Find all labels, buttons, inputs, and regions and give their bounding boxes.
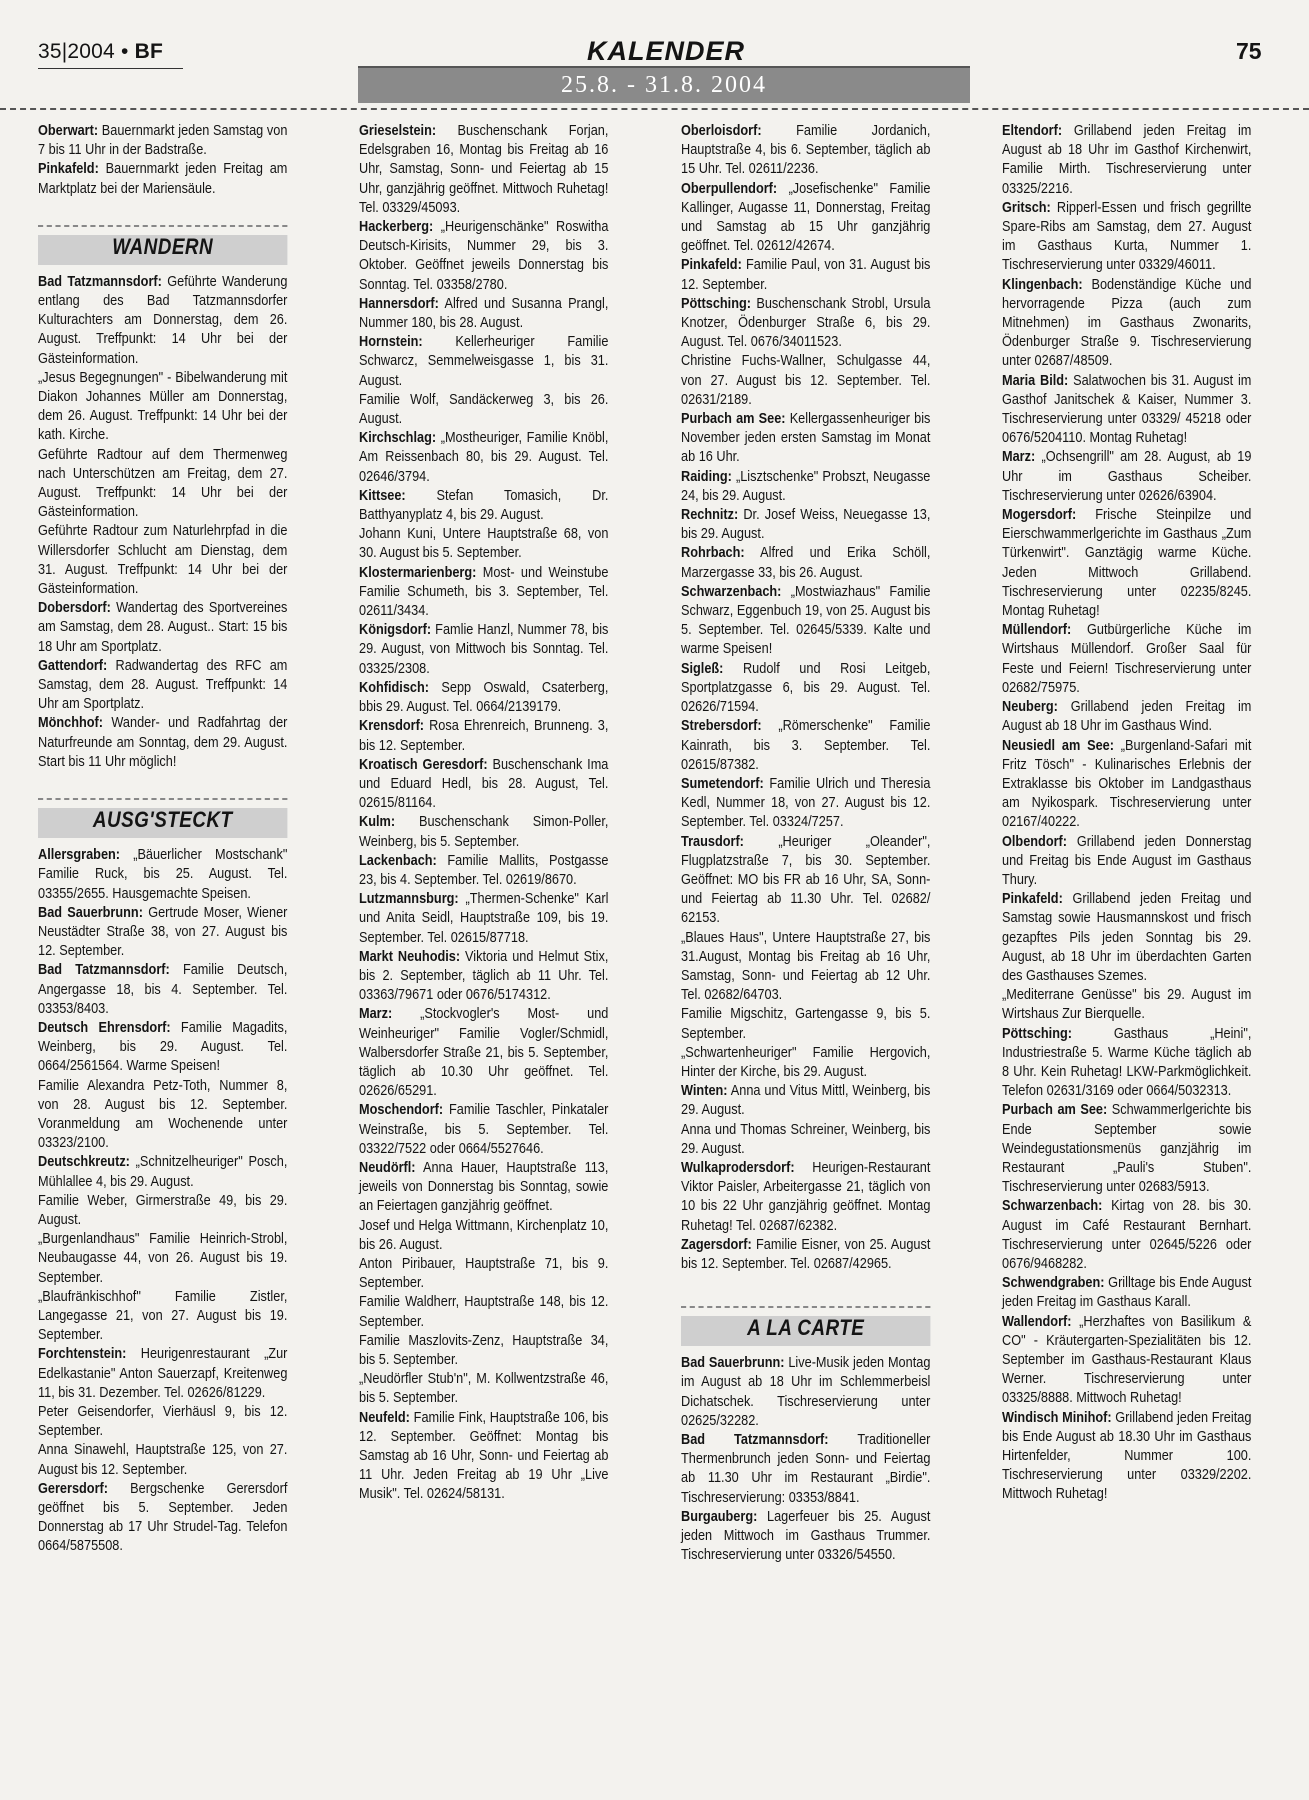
listing-entry [681, 256, 930, 294]
listing-place: Wulkaprodersdorf: [681, 1159, 795, 1176]
listing-entry [359, 621, 608, 679]
listing-entry [1002, 621, 1251, 698]
listing-entry [359, 756, 608, 814]
page-number: 75 [1236, 38, 1262, 64]
listing-entry [681, 583, 930, 660]
listing-text: Familie Deutsch, Angergasse 18, bis 4. September. Tel. 03353/8403. [38, 962, 288, 1017]
listing-text: Wander- und Radfahrtag der Naturfreunde am Sonntag, dem 29. August. Start bis 11 Uhr möglich! [38, 715, 288, 770]
date-range: 25.8. - 31.8. 2004 [561, 72, 767, 98]
listing-place: Forchtenstein: [38, 1346, 127, 1363]
listing-text: Familie Weber, Girmerstraße 49, bis 29. August. [38, 1192, 288, 1228]
bullet: • [120, 40, 129, 63]
listing-entry [1002, 506, 1251, 621]
listing-place: Schwendgraben: [1002, 1275, 1105, 1292]
listing-entry [359, 525, 608, 563]
listing-text: Gertrude Moser, Wiener Neustädter Straße 38, von 27. August bis 12. September. [38, 904, 288, 960]
listing-text: Buschenschank Forjan, Edelsgraben 16, Montag bis Freitag ab 16 Uhr, Samstag, Sonn- und Feiertag ab 15 Uhr, ganzjährig geöffnet. Mittwoch Ruhetag! Tel. 03329/45093. [359, 123, 609, 216]
listing-entry [681, 775, 930, 833]
listing-place: Kohfidisch: [359, 679, 429, 696]
listing-entry [359, 218, 608, 295]
category-heading-label: WANDERN [112, 233, 214, 259]
listing-text: Rosa Ehrenreich, Brunneng. 3, bis 12. September. [359, 718, 609, 754]
listing-place: Gritsch: [1002, 199, 1051, 216]
listing-entry [38, 1288, 287, 1346]
listing-text: Familie Paul, von 31. August bis 12. September. [681, 257, 931, 293]
listing-entry [681, 1159, 930, 1236]
listing-place: Moschendorf: [359, 1102, 444, 1119]
listing-place: Bad Tatzmannsdorf: [681, 1432, 829, 1448]
listing-entry [359, 1217, 608, 1255]
issue-underline [38, 68, 183, 69]
listing-entry [38, 1230, 287, 1288]
listing-entry [359, 813, 608, 851]
listing-place: Hannersdorf: [359, 295, 439, 312]
listing-text: Most- und Weinstube Familie Schumeth, bis 3. September, Tel. 02611/3434. [359, 564, 609, 620]
listing-entry [681, 1508, 930, 1566]
listing-place: Königsdorf: [359, 622, 432, 639]
listing-place: Bad Tatzmannsdorf: [38, 273, 162, 290]
listing-entry [38, 1345, 287, 1403]
listing-text: Familie Eisner, von 25. August bis 12. September. Tel. 02687/42965. [681, 1236, 931, 1272]
listing-entry [359, 487, 608, 525]
listing-text: Grilltage bis Ende August jeden Freitag im Gasthaus Karall. [1002, 1275, 1252, 1311]
listing-entry [681, 1005, 930, 1043]
listing-text: „Blaufränkischhof" Familie Zistler, Langegasse 21, von 27. August bis 19. September. [38, 1288, 288, 1344]
listing-entry [38, 846, 287, 904]
listing-entry [681, 1354, 930, 1431]
listing-entry [359, 1409, 608, 1505]
listing-place: Kulm: [359, 814, 396, 831]
listing-place: Bad Sauerbrunn: [38, 904, 143, 921]
listing-entry [359, 1370, 608, 1408]
listing-place: Oberloisdorf: [681, 123, 762, 139]
listing-place: Marz: [359, 1006, 393, 1023]
listing-place: Raiding: [681, 468, 732, 485]
listing-entry [359, 564, 608, 622]
listing-entry [38, 273, 287, 369]
listing-text: Heurigenrestaurant „Zur Edelkastanie" Anton Sauerzapf, Kreitenweg 11, bis 31. Dezember. Tel. 02626/81229. [38, 1346, 288, 1401]
listing-place: Lackenbach: [359, 852, 437, 869]
listing-entry [359, 391, 608, 429]
listing-text: „Mediterrane Genüsse" bis 29. August im Wirtshaus Zur Bierquelle. [1002, 987, 1252, 1023]
listing-text: Bodenständige Küche und hervorragende Pizza (auch zum Mitnehmen) im Gasthaus Zwonarits, Ödenburger Straße 9. Tischreservierung unter 02687/48509. [1002, 276, 1252, 370]
listing-entry [1002, 986, 1251, 1024]
listing-text: Geführte Wanderung entlang des Bad Tatzmannsdorfer Kulturachters am Donnerstag, dem 26. August. Treffpunkt: 14 Uhr bei der Gästeinformation. [38, 273, 288, 367]
listing-place: Müllendorf: [1002, 622, 1072, 639]
listing-place: Burgauberg: [681, 1508, 758, 1525]
listing-place: Lutzmannsburg: [359, 891, 459, 908]
listing-entry [1002, 1101, 1251, 1197]
column-1 [38, 122, 287, 1557]
listing-place: Wallendorf: [1002, 1313, 1072, 1330]
listing-text: Josef und Helga Wittmann, Kirchenplatz 10, bis 26. August. [359, 1217, 609, 1253]
listing-place: Windisch Minihof: [1002, 1409, 1112, 1426]
listing-entry [38, 904, 287, 962]
listing-entry [681, 122, 930, 180]
listing-place: Oberwart: [38, 123, 99, 139]
listing-text: Bauernmarkt jeden Samstag von 7 bis 11 Uhr in der Badstraße. [38, 123, 288, 159]
listing-entry [38, 446, 287, 523]
listing-entry [38, 522, 287, 599]
listing-entry [359, 679, 608, 717]
listing-place: Maria Bild: [1002, 372, 1069, 389]
listing-place: Sigleß: [681, 660, 724, 677]
listing-text: Familie Maszlovits-Zenz, Hauptstraße 34, bis 5. September. [359, 1332, 609, 1368]
listing-entry [1002, 833, 1251, 891]
listing-place: Hackerberg: [359, 219, 434, 236]
listing-place: Strebersdorf: [681, 718, 762, 735]
listing-entry [359, 1293, 608, 1331]
listing-place: Pinkafeld: [1002, 891, 1063, 908]
listing-entry [1002, 737, 1251, 833]
listing-text: Radwandertag des RFC am Samstag, dem 28. August. Treffpunkt: 14 Uhr am Sportplatz. [38, 657, 288, 713]
listing-text: Kirtag von 28. bis 30. August im Café Restaurant Bernhart. Tischreservierung unter 02645/5226 oder 0676/9468282. [1002, 1198, 1252, 1272]
listing-text: Grillabend jeden Freitag und Samstag sowie Hausmannskost und frisch gezapftes Pils jeden Sonntag bis 29. August, ab 18 Uhr im überdachten Garten des Gasthauses Szemes. [1002, 891, 1252, 984]
listing-entry [38, 1480, 287, 1557]
listing-text: „Blaues Haus", Untere Hauptstraße 27, bis 31.August, Montag bis Freitag ab 16 Uhr, Samstag, Sonn- und Feiertag ab 12 Uhr. Tel. 02682/64703. [681, 929, 931, 1004]
listing-entry [681, 717, 930, 775]
listing-entry [359, 1159, 608, 1217]
listing-entry [1002, 448, 1251, 506]
listing-place: Neudörfl: [359, 1159, 416, 1176]
listing-text: Viktoria und Helmut Stix, bis 2. September, täglich ab 11 Uhr. Tel. 03363/79671 oder 0676/5174312. [359, 948, 609, 1004]
listing-place: Deutsch Ehrensdorf: [38, 1019, 171, 1036]
listing-text: Bergschenke Gerersdorf geöffnet bis 5. September. Jeden Donnerstag ab 17 Uhr Strudel-Tag. Telefon 0664/5875508. [38, 1480, 288, 1555]
listing-text: „Thermen-Schenke" Karl und Anita Seidl, Hauptstraße 109, bis 19. September. Tel. 02615/87718. [359, 891, 609, 946]
listing-place: Neusiedl am See: [1002, 737, 1114, 754]
listing-entry [1002, 890, 1251, 986]
listing-text: Schwammerlgerichte bis Ende September sowie Weindegustationsmenüs ganzjährig im Restaurant „Pauli's Stuben". Tischreservierung unter 02683/5913. [1002, 1102, 1252, 1196]
listing-place: Pinkafeld: [38, 161, 99, 178]
listing-entry [681, 506, 930, 544]
listing-place: Purbach am See: [681, 411, 786, 428]
listing-entry [38, 1441, 287, 1479]
listing-entry [681, 1044, 930, 1082]
listing-entry [681, 1082, 930, 1120]
listing-entry [38, 122, 287, 160]
listing-text: Buschenschank Strobl, Ursula Knotzer, Ödenburger Straße 6, bis 29. August. Tel. 0676/34011523. [681, 295, 931, 351]
listing-entry [38, 714, 287, 772]
listing-place: Marz: [1002, 449, 1036, 466]
listing-text: „Römerschenke" Familie Kainrath, bis 3. September. Tel. 02615/87382. [681, 718, 931, 773]
listing-entry [1002, 372, 1251, 449]
listing-text: Gutbürgerliche Küche im Wirtshaus Müllendorf. Großer Saal für Feste und Feiern! Tischreservierung unter 02682/75975. [1002, 622, 1252, 696]
listing-text: Familie Fink, Hauptstraße 106, bis 12. September. Geöffnet: Montag bis Samstag ab 16 Uhr, Sonn- und Feiertag ab 11 Uhr. Jeden Freitag ab 19 Uhr „Live Musik". Tel. 02624/58131. [359, 1409, 609, 1503]
listing-entry [1002, 276, 1251, 372]
listing-place: Markt Neuhodis: [359, 948, 461, 965]
listing-place: Sumetendorf: [681, 775, 764, 792]
listing-text: Alfred und Erika Schöll, Marzergasse 33, bis 26. August. [681, 545, 931, 581]
listing-entry [359, 333, 608, 391]
listing-text: Familie Waldherr, Hauptstraße 148, bis 12. September. [359, 1294, 609, 1330]
listing-text: Buschenschank Ima und Eduard Hedl, bis 28. August, Tel. 02615/81164. [359, 756, 609, 812]
header-divider [0, 108, 1309, 110]
listing-text: „Heuriger „Oleander", Flugplatzstraße 7, bis 30. September. Geöffnet: MO bis FR ab 16 Uhr, SA, Sonn- und Feiertag ab 11.30 Uhr. Tel. 02682/ 62153. [681, 833, 931, 927]
listing-text: Anna und Vitus Mittl, Weinberg, bis 29. August. [681, 1083, 931, 1119]
listing-entry [359, 1005, 608, 1101]
listing-text: Familie Migschitz, Gartengasse 9, bis 5. September. [681, 1006, 931, 1042]
listing-text: Stefan Tomasich, Dr. Batthyanyplatz 4, bis 29. August. [359, 487, 609, 524]
listing-text: Grillabend jeden Freitag bis Ende August ab 18.30 Uhr im Gasthaus Hirtenfelder, Nummer 100. Tischreservierung unter 03329/2202. Mittwoch Ruhetag! [1002, 1409, 1252, 1503]
listing-text: Anna und Thomas Schreiner, Weinberg, bis 29. August. [681, 1121, 931, 1157]
listing-place: Gattendorf: [38, 657, 108, 674]
listing-text: „Josefischenke" Familie Kallinger, Augasse 11, Donnerstag, Freitag und Samstag ab 15 Uhr ganzjährig geöffnet. Tel. 02612/42674. [681, 180, 931, 255]
listing-place: Pöttsching: [1002, 1025, 1072, 1042]
listing-text: Salatwochen bis 31. August im Gasthof Janitschek & Kaiser, Nummer 3. Tischreservierung unter 03329/ 45218 oder 0676/5204110. Montag Ruhetag! [1002, 372, 1252, 447]
listing-place: Kittsee: [359, 487, 406, 504]
issue-label [38, 40, 163, 64]
listing-entry [38, 1077, 287, 1154]
listing-entry [681, 929, 930, 1006]
listing-place: Kirchschlag: [359, 430, 437, 447]
listing-text: Familie Taschler, Pinkataler Weinstraße, bis 5. September. Tel. 03322/7522 oder 0664/5527646. [359, 1102, 609, 1157]
listing-entry [681, 352, 930, 410]
listing-entry [1002, 1409, 1251, 1505]
listing-place: Pöttsching: [681, 295, 751, 312]
listing-place: Eltendorf: [1002, 123, 1063, 139]
category-heading [681, 1306, 930, 1348]
listing-entry [1002, 1313, 1251, 1409]
listing-place: Mönchhof: [38, 715, 104, 732]
listing-entry [681, 468, 930, 506]
listing-place: Deutschkreutz: [38, 1154, 130, 1171]
category-heading-label: A LA CARTE [747, 1315, 865, 1341]
listing-entry [38, 961, 287, 1019]
section-title: KALENDER [586, 36, 745, 66]
listing-text: Famlie Hanzl, Nummer 78, bis 29. August, von Mittwoch bis Sonntag. Tel. 03325/2308. [359, 622, 609, 677]
listing-text: „Bäuerlicher Mostschank" Familie Ruck, bis 25. August. Tel. 03355/2655. Hausgemachte Speisen. [38, 847, 288, 902]
listing-text: „Mostwiazhaus" Familie Schwarz, Eggenbuch 19, von 25. August bis 5. September. Tel. 02645/5339. Kalte und warme Speisen! [681, 583, 931, 658]
listing-place: Klostermarienberg: [359, 564, 477, 581]
listing-entry [681, 1431, 930, 1508]
listing-place: Klingenbach: [1002, 276, 1083, 293]
listing-place: Krensdorf: [359, 718, 425, 735]
listing-place: Bad Sauerbrunn: [681, 1355, 785, 1372]
listing-text: Lagerfeuer bis 25. August jeden Mittwoch im Gasthaus Trummer. Tischreservierung unter 03326/54550. [681, 1508, 931, 1564]
listing-text: Traditioneller Thermenbrunch jeden Sonn- und Feiertag ab 11.30 Uhr im Restaurant „Birdie". Tischreservierung: 03353/8841. [681, 1432, 931, 1506]
listing-text: „Jesus Begegnungen" - Bibelwanderung mit Diakon Johannes Müller am Donnerstag, dem 26. August. Treffpunkt: 14 Uhr bei der kath. Kirche. [38, 369, 288, 444]
listing-text: „Ochsengrill" am 28. August, ab 19 Uhr im Gasthaus Scheiber. Tischreservierung unter 02626/63904. [1002, 449, 1252, 504]
listing-entry [1002, 1197, 1251, 1274]
listing-place: Rechnitz: [681, 507, 739, 524]
listing-place: Schwarzenbach: [681, 583, 782, 600]
listing-text: Anna Hauer, Hauptstraße 113, jeweils von Donnerstag bis Sonntag, sowie an Feiertagen ganzjährig geöffnet. [359, 1159, 609, 1215]
listing-place: Winten: [681, 1083, 728, 1100]
listing-text: „Neudörfler Stub'n", M. Kollwentzstraße 46, bis 5. September. [359, 1371, 609, 1407]
listing-entry [38, 369, 287, 446]
listing-text: Anton Piribauer, Hauptstraße 71, bis 9. September. [359, 1255, 609, 1292]
date-band [358, 66, 970, 103]
listing-text: Johann Kuni, Untere Hauptstraße 68, von 30. August bis 5. September. [359, 526, 609, 562]
listing-place: Zagersdorf: [681, 1236, 752, 1253]
page-header [0, 0, 1309, 110]
listing-text: „Lisztschenke" Probszt, Neugasse 24, bis 29. August. [681, 468, 931, 504]
listing-entry [681, 833, 930, 929]
listing-entry [38, 1192, 287, 1230]
listing-entry [681, 295, 930, 353]
listing-entry [359, 295, 608, 333]
listing-entry [38, 160, 287, 198]
column-4 [1002, 122, 1251, 1505]
listing-text: Bauernmarkt jeden Freitag am Marktplatz bei der Mariensäule. [38, 161, 288, 197]
listing-entry [359, 1332, 608, 1370]
listing-text: „Heurigenschänke" Roswitha Deutsch-Kirisits, Nummer 29, bis 3. Oktober. Geöffnet jeweils Donnerstag bis Sonntag. Tel. 03358/2780. [359, 219, 609, 293]
listing-text: Familie Wolf, Sandäckerweg 3, bis 26. August. [359, 391, 609, 428]
listing-text: Gasthaus „Heini", Industriestraße 5. Warme Küche täglich ab 8 Uhr. Kein Ruhetag! LKW-Parkmöglichkeit. Telefon 02631/3169 oder 0664/5032313. [1002, 1025, 1252, 1100]
listing-entry [681, 660, 930, 718]
category-heading [38, 798, 287, 840]
listing-place: Kroatisch Geresdorf: [359, 756, 488, 773]
listing-text: Peter Geisendorfer, Vierhäusl 9, bis 12. September. [38, 1403, 288, 1440]
listing-entry [359, 717, 608, 755]
listing-text: Ripperl-Essen und frisch gegrillte Spare-Ribs am Samstag, dem 27. August im Gasthaus Kurta, Nummer 1. Tischreservierung unter 03329/46011. [1002, 199, 1252, 274]
listing-text: „Mostheuriger, Familie Knöbl, Am Reissenbach 80, bis 29. August. Tel. 02646/3794. [359, 430, 609, 485]
listing-text: Rudolf und Rosi Leitgeb, Sportplatzgasse 6, bis 29. August. Tel. 02626/71594. [681, 660, 931, 716]
listing-text: Grillabend jeden Donnerstag und Freitag bis Ende August im Gasthaus Thury. [1002, 833, 1252, 888]
listing-entry [1002, 1274, 1251, 1312]
listing-entry [359, 122, 608, 218]
listing-text: „Herzhaftes von Basilikum & CO" - Kräutergarten-Spezialitäten bis 12. September im Gasthaus-Restaurant Klaus Werner. Tischreservierung unter 03325/8888. Mittwoch Ruhetag! [1002, 1313, 1252, 1407]
listing-entry [681, 1121, 930, 1159]
listing-entry [359, 890, 608, 948]
listing-entry [1002, 1025, 1251, 1102]
listing-entry [38, 657, 287, 715]
listing-text: Dr. Josef Weiss, Neuegasse 13, bis 29. August. [681, 507, 931, 543]
listing-text: „Stockvogler's Most- und Weinheuriger" Familie Vogler/Schmidl, Walbersdorfer Straße 21, bis 5. September, täglich ab 10.30 Uhr geöffnet. Tel. 02626/65291. [359, 1006, 609, 1100]
listing-text: Geführte Radtour zum Naturlehrpfad in die Willersdorfer Schlucht am Dienstag, dem 31. August. Treffpunkt: 14 Uhr bei der Gästeinformation. [38, 523, 288, 598]
listing-place: Bad Tatzmannsdorf: [38, 962, 170, 979]
listing-place: Hornstein: [359, 334, 423, 351]
listing-text: Wandertag des Sportvereines am Samstag, dem 28. August.. Start: 15 bis 18 Uhr am Sportplatz. [38, 600, 288, 655]
listing-place: Pinkafeld: [681, 257, 742, 274]
listing-text: Sepp Oswald, Csaterberg, bbis 29. August. Tel. 0664/2139179. [359, 679, 609, 716]
issue-number: 35|2004 [38, 40, 115, 63]
listing-text: Familie Mallits, Postgasse 23, bis 4. September. Tel. 02619/8670. [359, 852, 609, 888]
listing-text: Alfred und Susanna Prangl, Nummer 180, bis 28. August. [359, 295, 609, 332]
listing-entry [681, 410, 930, 468]
column-2 [359, 122, 608, 1505]
listing-entry [38, 1019, 287, 1077]
listing-entry [359, 948, 608, 1006]
listing-text: „Burgenland-Safari mit Fritz Tösch" - Kulinarisches Erlebnis der Extraklasse bis Oktober im Landgasthaus am Nyikospark. Tischreservierung unter 02167/40222. [1002, 737, 1252, 831]
listing-entry [681, 180, 930, 257]
listing-entry [1002, 698, 1251, 736]
listing-text: Familie Jordanich, Hauptstraße 4, bis 6. September, täglich ab 15 Uhr. Tel. 02611/2236. [681, 123, 931, 178]
listing-text: Anna Sinawehl, Hauptstraße 125, von 27. August bis 12. September. [38, 1442, 288, 1478]
category-heading-label: AUSG'STECKT [92, 807, 233, 833]
listing-place: Trausdorf: [681, 833, 744, 850]
listing-text: Familie Ulrich und Theresia Kedl, Nummer 18, von 27. August bis 12. September. Tel. 03324/7257. [681, 775, 931, 831]
listing-entry [681, 544, 930, 582]
listing-text: „Schnitzelheuriger" Posch, Mühlallee 4, bis 29. August. [38, 1154, 288, 1190]
column-3 [681, 122, 930, 1565]
listing-text: „Burgenlandhaus" Familie Heinrich-Strobl, Neubaugasse 44, von 26. August bis 19. September. [38, 1231, 288, 1286]
listing-entry [359, 1255, 608, 1293]
listing-place: Allersgraben: [38, 847, 121, 864]
listing-text: Kellerheuriger Familie Schwarcz, Semmelweisgasse 1, bis 31. August. [359, 334, 609, 389]
listing-text: Buschenschank Simon-Poller, Weinberg, bis 5. September. [359, 814, 609, 850]
listing-text: Heurigen-Restaurant Viktor Paisler, Arbeitergasse 21, täglich von 10 bis 22 Uhr ganzjährig geöffnet. Montag Ruhetag! Tel. 02687/62382. [681, 1159, 931, 1234]
listing-entry [359, 852, 608, 890]
listing-text: Kellergassenheuriger bis November jeden ersten Samstag im Monat ab 16 Uhr. [681, 411, 931, 466]
listing-entry [681, 1236, 930, 1274]
listing-place: Neuberg: [1002, 699, 1058, 716]
listing-text: Grillabend jeden Freitag im August ab 18 Uhr im Gasthof Kirchenwirt, Familie Mirth. Tischreservierung unter 03325/2216. [1002, 123, 1252, 197]
listing-place: Schwarzenbach: [1002, 1198, 1103, 1215]
listing-text: Christine Fuchs-Wallner, Schulgasse 44, von 27. August bis 12. September. Tel. 02631/2189. [681, 353, 931, 408]
listing-text: Geführte Radtour auf dem Thermenweg nach Unterschützen am Freitag, dem 27. August. Treffpunkt: 14 Uhr bei der Gästeinformation. [38, 446, 288, 521]
listing-place: Grieselstein: [359, 123, 437, 139]
listing-place: Mogersdorf: [1002, 507, 1077, 524]
listing-entry [38, 1403, 287, 1441]
listing-place: Gerersdorf: [38, 1480, 109, 1497]
listing-place: Olbendorf: [1002, 833, 1068, 850]
listing-entry [359, 1101, 608, 1159]
listing-text: Familie Magadits, Weinberg, bis 29. August. Tel. 0664/2561564. Warme Speisen! [38, 1019, 288, 1075]
category-heading [38, 225, 287, 267]
listing-place: Oberpullendorf: [681, 180, 778, 197]
listing-text: Grillabend jeden Freitag im August ab 18 Uhr im Gasthaus Wind. [1002, 699, 1252, 735]
listing-text: „Schwartenheuriger" Familie Hergovich, Hinter der Kirche, bis 29. August. [681, 1044, 931, 1080]
listing-place: Dobersdorf: [38, 600, 111, 617]
listing-place: Purbach am See: [1002, 1102, 1108, 1119]
magazine-name: BF [134, 40, 163, 63]
listing-entry [38, 599, 287, 657]
listing-entry [1002, 122, 1251, 199]
listing-entry [1002, 199, 1251, 276]
listing-text: Frische Steinpilze und Eierschwammerlgerichte im Gasthaus „Zum Türkenwirt". Ganztägig warme Küche. Jeden Mittwoch Grillabend. Tischreservierung unter 02235/8245. Montag Ruhetag! [1002, 507, 1252, 620]
listing-place: Rohrbach: [681, 545, 745, 562]
listing-text: Familie Alexandra Petz-Toth, Nummer 8, von 28. August bis 12. September. Voranmeldung am Wochenende unter 03323/2100. [38, 1077, 288, 1152]
listing-place: Neufeld: [359, 1409, 410, 1426]
listing-text: Live-Musik jeden Montag im August ab 18 Uhr im Schlemmerbeisl Dichatschek. Tischreservierung unter 02625/32282. [681, 1355, 931, 1429]
listing-entry [38, 1153, 287, 1191]
listing-entry [359, 429, 608, 487]
